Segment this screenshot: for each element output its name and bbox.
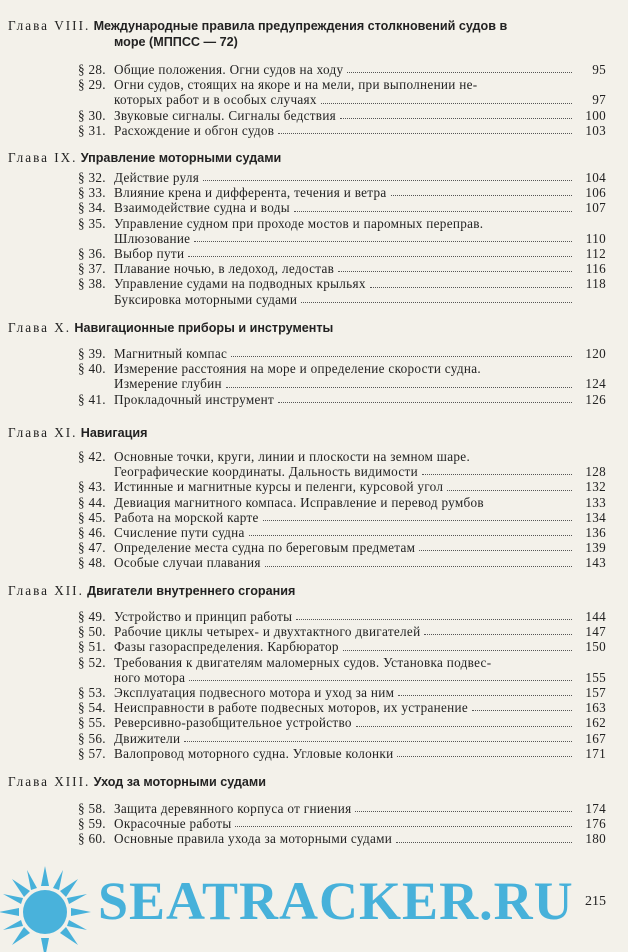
toc-entry-cont[interactable] bbox=[78, 292, 606, 307]
section-number: § 40. bbox=[78, 361, 106, 377]
section-number: § 45. bbox=[78, 509, 106, 525]
toc-entry[interactable] bbox=[78, 185, 606, 200]
leader-dots bbox=[370, 287, 572, 288]
page-ref: 120 bbox=[585, 346, 606, 361]
toc-entry[interactable] bbox=[78, 216, 606, 231]
toc-entry-cont[interactable] bbox=[78, 670, 606, 685]
page-ref: 167 bbox=[585, 730, 606, 746]
toc-entry[interactable] bbox=[78, 715, 606, 730]
leader-dots bbox=[347, 72, 572, 73]
page-ref: 134 bbox=[585, 509, 606, 525]
section-title: Рабочие циклы четырех- и двухтактного двигателей bbox=[114, 624, 421, 640]
section-number: § 49. bbox=[78, 609, 106, 624]
toc-entry[interactable] bbox=[78, 77, 606, 92]
section-number: § 56. bbox=[78, 730, 106, 746]
section-number: § 28. bbox=[78, 62, 106, 77]
section-title: Валопровод моторного судна. Угловые колонки bbox=[114, 745, 394, 761]
section-number: § 59. bbox=[78, 816, 106, 832]
chapter-entries bbox=[78, 170, 606, 307]
leader-dots bbox=[338, 271, 572, 272]
section-title: Управление судном при проходе мостов и паромных переправ. bbox=[114, 215, 484, 231]
toc-entry[interactable] bbox=[78, 510, 606, 525]
chapter-title: Управление моторными судами bbox=[80, 151, 282, 165]
chapter-entries bbox=[78, 346, 606, 407]
section-title: Звуковые сигналы. Сигналы бедствия bbox=[114, 107, 337, 123]
page-ref: 143 bbox=[585, 555, 606, 571]
section-number: § 39. bbox=[78, 346, 106, 361]
toc-entry[interactable] bbox=[78, 540, 606, 555]
chapter-label: Глава VIII. bbox=[8, 18, 91, 33]
section-title: Неисправности в работе подвесных моторов, их устранение bbox=[114, 700, 469, 716]
section-number: § 48. bbox=[78, 555, 106, 571]
section-title: Выбор пути bbox=[114, 246, 185, 262]
section-number: § 46. bbox=[78, 525, 106, 541]
toc-entry[interactable] bbox=[78, 246, 606, 261]
chapter-label: Глава XIII. bbox=[8, 774, 91, 789]
leader-dots bbox=[343, 650, 572, 651]
page-ref: 162 bbox=[585, 715, 606, 731]
page-ref: 118 bbox=[585, 276, 606, 292]
page-ref: 150 bbox=[585, 639, 606, 655]
toc-entry[interactable] bbox=[78, 276, 606, 291]
section-title: Магнитный компас bbox=[114, 346, 228, 361]
section-title: Защита деревянного корпуса от гниения bbox=[114, 801, 352, 816]
toc-entry[interactable] bbox=[78, 62, 606, 77]
page-ref: 126 bbox=[585, 391, 606, 407]
section-number: § 35. bbox=[78, 215, 106, 231]
leader-dots bbox=[263, 520, 572, 521]
leader-dots bbox=[424, 634, 572, 635]
section-number: § 43. bbox=[78, 479, 106, 495]
page-ref: 132 bbox=[585, 479, 606, 495]
section-title: Расхождение и обгон судов bbox=[114, 122, 275, 138]
chapter-title: Навигационные приборы и инструменты bbox=[74, 321, 334, 335]
toc-entry[interactable] bbox=[78, 479, 606, 494]
toc-entry[interactable] bbox=[78, 639, 606, 654]
page-number: 215 bbox=[585, 894, 606, 909]
page-ref: 144 bbox=[585, 609, 606, 624]
section-number: § 38. bbox=[78, 276, 106, 292]
leader-dots bbox=[184, 741, 572, 742]
page-ref: 180 bbox=[585, 831, 606, 847]
toc-entry[interactable] bbox=[78, 609, 606, 624]
section-number: § 34. bbox=[78, 200, 106, 216]
chapter-entries bbox=[78, 609, 606, 761]
toc-entry-cont[interactable] bbox=[78, 231, 606, 246]
section-title-cont: Буксировка моторными судами bbox=[114, 291, 298, 307]
section-title: Прокладочный инструмент bbox=[114, 391, 275, 407]
section-number: § 44. bbox=[78, 494, 106, 510]
leader-dots bbox=[188, 256, 572, 257]
toc-entry[interactable] bbox=[78, 449, 606, 464]
page-ref: 124 bbox=[585, 376, 606, 392]
section-title: Особые случаи плавания bbox=[114, 555, 261, 571]
toc-entry-cont[interactable] bbox=[78, 376, 606, 391]
page-ref: 110 bbox=[585, 230, 606, 246]
leader-dots bbox=[396, 842, 572, 843]
chapter-heading bbox=[8, 425, 608, 441]
leader-dots bbox=[194, 241, 572, 242]
toc-entry[interactable] bbox=[78, 108, 606, 123]
page-ref: 104 bbox=[585, 170, 606, 185]
section-title: Устройство и принцип работы bbox=[114, 609, 293, 624]
chapter-title-cont: море (МППСС — 72) bbox=[114, 35, 238, 49]
page-ref: 133 bbox=[585, 494, 606, 510]
toc-entry[interactable] bbox=[78, 170, 606, 185]
section-number: § 51. bbox=[78, 639, 106, 655]
section-title: Определение места судна по береговым предметам bbox=[114, 540, 416, 556]
leader-dots bbox=[278, 402, 572, 403]
toc-entry[interactable] bbox=[78, 685, 606, 700]
leader-dots bbox=[203, 180, 572, 181]
leader-dots bbox=[472, 710, 572, 711]
toc-entry-cont[interactable] bbox=[78, 92, 606, 107]
leader-dots bbox=[447, 490, 572, 491]
section-number: § 31. bbox=[78, 122, 106, 138]
toc-entry[interactable] bbox=[78, 392, 606, 407]
leader-dots bbox=[249, 535, 572, 536]
toc-entry[interactable] bbox=[78, 261, 606, 276]
leader-dots bbox=[391, 195, 572, 196]
section-number: § 52. bbox=[78, 654, 106, 670]
section-number: § 55. bbox=[78, 715, 106, 731]
toc-entry[interactable] bbox=[78, 831, 606, 846]
section-title: Эксплуатация подвесного мотора и уход за ним bbox=[114, 685, 395, 701]
section-number: § 54. bbox=[78, 700, 106, 716]
chapter-title: Двигатели внутреннего сгорания bbox=[87, 584, 296, 598]
section-title-cont: которых работ и в особых случаях bbox=[114, 92, 317, 108]
section-title: Огни судов, стоящих на якоре и на мели, при выполнении не- bbox=[114, 77, 478, 93]
leader-dots bbox=[356, 726, 572, 727]
leader-dots bbox=[397, 756, 572, 757]
chapter-label: Глава XI. bbox=[8, 425, 78, 440]
page-ref: 171 bbox=[585, 745, 606, 761]
section-number: § 32. bbox=[78, 170, 106, 185]
toc-entry[interactable] bbox=[78, 624, 606, 639]
section-number: § 50. bbox=[78, 624, 106, 640]
page-ref: 174 bbox=[585, 801, 606, 816]
page-ref: 103 bbox=[585, 122, 606, 138]
chapter-heading bbox=[8, 18, 608, 50]
section-number: § 41. bbox=[78, 391, 106, 407]
section-title: Истинные и магнитные курсы и пеленги, курсовой угол bbox=[114, 479, 444, 495]
chapter-label: Глава XII. bbox=[8, 583, 84, 598]
leader-dots bbox=[422, 474, 572, 475]
section-title: Фазы газораспределения. Карбюратор bbox=[114, 639, 339, 655]
page-ref: 95 bbox=[592, 62, 606, 77]
page-ref: 107 bbox=[585, 200, 606, 216]
chapter-label: Глава X. bbox=[8, 320, 72, 335]
section-title: Плавание ночью, в ледоход, ледостав bbox=[114, 261, 335, 277]
section-title: Управление судами на подводных крыльях bbox=[114, 276, 366, 292]
page-ref: 112 bbox=[585, 246, 606, 262]
toc-entry[interactable] bbox=[78, 801, 606, 816]
section-number: § 36. bbox=[78, 246, 106, 262]
page-ref: 106 bbox=[585, 185, 606, 201]
leader-dots bbox=[301, 302, 572, 303]
leader-dots bbox=[231, 356, 572, 357]
chapter-entries bbox=[78, 801, 606, 847]
page-ref: 147 bbox=[585, 624, 606, 640]
leader-dots bbox=[419, 550, 572, 551]
chapter-entries bbox=[78, 62, 606, 138]
chapter-title: Уход за моторными судами bbox=[93, 775, 266, 789]
toc-entry[interactable] bbox=[78, 655, 606, 670]
toc-entry[interactable] bbox=[78, 123, 606, 138]
page-ref: 128 bbox=[585, 464, 606, 480]
page-ref: 155 bbox=[585, 669, 606, 685]
toc-entry[interactable] bbox=[78, 200, 606, 215]
section-title: Счисление пути судна bbox=[114, 525, 245, 541]
section-title-cont: Измерение глубин bbox=[114, 376, 222, 392]
section-number: § 37. bbox=[78, 261, 106, 277]
section-title: Действие руля bbox=[114, 170, 200, 185]
leader-dots bbox=[340, 118, 572, 119]
leader-dots bbox=[235, 826, 572, 827]
toc-entry[interactable] bbox=[78, 731, 606, 746]
chapter-heading bbox=[8, 583, 608, 599]
section-number: § 42. bbox=[78, 449, 106, 464]
leader-dots bbox=[398, 695, 572, 696]
toc-entry[interactable] bbox=[78, 816, 606, 831]
section-number: § 47. bbox=[78, 540, 106, 556]
leader-dots bbox=[355, 811, 572, 812]
leader-dots bbox=[189, 680, 572, 681]
chapter-heading bbox=[8, 774, 608, 790]
toc-entry[interactable] bbox=[78, 525, 606, 540]
page-ref: 176 bbox=[585, 816, 606, 832]
page-ref: 139 bbox=[585, 540, 606, 556]
section-title-cont: Шлюзование bbox=[114, 230, 191, 246]
section-title: Девиация магнитного компаса. Исправление и перевод румбов bbox=[114, 494, 484, 510]
page-ref: 116 bbox=[585, 261, 606, 277]
section-title: Взаимодействие судна и воды bbox=[114, 200, 290, 216]
section-number: § 53. bbox=[78, 685, 106, 701]
chapter-heading bbox=[8, 150, 608, 166]
section-number: § 29. bbox=[78, 77, 106, 93]
section-title: Общие положения. Огни судов на ходу bbox=[114, 62, 344, 77]
section-title: Основные точки, круги, линии и плоскости на земном шаре. bbox=[114, 449, 471, 464]
page-ref: 136 bbox=[585, 525, 606, 541]
toc-entry[interactable] bbox=[78, 361, 606, 376]
section-title: Влияние крена и дифферента, течения и ветра bbox=[114, 185, 387, 201]
leader-dots bbox=[226, 387, 572, 388]
page-ref: 100 bbox=[585, 107, 606, 123]
toc-entry[interactable] bbox=[78, 746, 606, 761]
chapter-heading bbox=[8, 320, 608, 336]
section-title: Требования к двигателям маломерных судов. Установка подвес- bbox=[114, 654, 492, 670]
toc-entry-cont[interactable] bbox=[78, 464, 606, 479]
section-number: § 33. bbox=[78, 185, 106, 201]
leader-dots bbox=[321, 103, 572, 104]
leader-dots bbox=[296, 619, 572, 620]
section-number: § 30. bbox=[78, 107, 106, 123]
page-ref: 97 bbox=[592, 92, 606, 108]
section-title: Измерение расстояния на море и определение скорости судна. bbox=[114, 361, 481, 377]
leader-dots bbox=[294, 211, 572, 212]
chapter-title: Международные правила предупреждения столкновений судов в bbox=[93, 19, 508, 33]
leader-dots bbox=[278, 133, 572, 134]
chapter-label: Глава IX. bbox=[8, 150, 78, 165]
page-ref: 157 bbox=[585, 685, 606, 701]
toc-entry[interactable] bbox=[78, 495, 606, 510]
section-number: § 58. bbox=[78, 801, 106, 816]
section-title: Окрасочные работы bbox=[114, 816, 232, 832]
section-number: § 57. bbox=[78, 745, 106, 761]
toc-entry[interactable] bbox=[78, 700, 606, 715]
section-title-cont: Географические координаты. Дальность видимости bbox=[114, 464, 418, 480]
section-title-cont: ного мотора bbox=[114, 669, 186, 685]
leader-dots bbox=[265, 566, 572, 567]
chapter-entries bbox=[78, 449, 606, 571]
page-ref: 163 bbox=[585, 700, 606, 716]
toc-entry[interactable] bbox=[78, 555, 606, 570]
section-title: Основные правила ухода за моторными судами bbox=[114, 831, 393, 847]
watermark-text: SEATRACKER.RU bbox=[98, 871, 574, 931]
section-title: Работа на морской карте bbox=[114, 509, 259, 525]
section-title: Реверсивно-разобщительное устройство bbox=[114, 715, 352, 731]
section-number: § 60. bbox=[78, 831, 106, 847]
toc-entry[interactable] bbox=[78, 346, 606, 361]
chapter-title: Навигация bbox=[80, 426, 148, 440]
section-title: Движители bbox=[114, 730, 181, 746]
